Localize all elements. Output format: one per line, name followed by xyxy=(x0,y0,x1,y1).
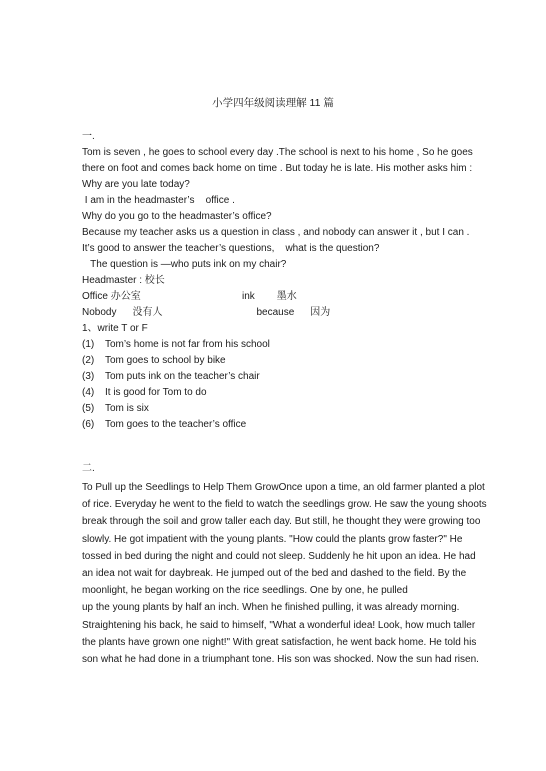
exercise-item: (4) It is good for Tom to do xyxy=(82,387,207,398)
passage-1-line: It’s good to answer the teacher’s questions, what is the question? xyxy=(82,243,380,254)
vocab-nobody: Nobody xyxy=(82,307,117,318)
exercise-item: (5) Tom is six xyxy=(82,403,149,414)
passage-2-line: tossed in bed during the night and could not sleep. Suddenly he hit upon an idea. He had xyxy=(82,550,476,562)
vocab-headmaster: Headmaster : 校长 xyxy=(82,275,165,286)
passage-1-line: Why are you late today? xyxy=(82,179,190,190)
passage-2-line: the plants have grown one night!" With great satisfaction, he went back home. He told his xyxy=(82,636,477,648)
passage-2-line: son what he had done in a triumphant tone. His son was shocked. Now the sun had risen. xyxy=(82,653,479,665)
passage-1-line: there on foot and comes back home on time . But today he is late. His mother asks him : xyxy=(82,163,473,174)
vocab-nobody-cn: 没有人 xyxy=(132,307,163,318)
section-2-marker: 二. xyxy=(82,463,95,474)
passage-2-line: an idea not wait for daybreak. He jumped out of the bed and dashed to the field. By the xyxy=(82,567,467,579)
exercise-item: (6) Tom goes to the teacher’s office xyxy=(82,419,247,430)
exercise-item: (2) Tom goes to school by bike xyxy=(82,355,226,366)
passage-2-line: up the young plants by half an inch. When he finished pulling, it was already morning. xyxy=(82,602,460,614)
passage-1-line: Why do you go to the headmaster’s office? xyxy=(82,211,272,222)
vocab-office: Office 办公室 xyxy=(82,291,141,302)
passage-2-line: slowly. He got impatient with the young plants. "How could the plants grow faster?" He xyxy=(82,533,463,545)
vocab-row xyxy=(82,306,330,320)
passage-2-line: of rice. Everyday he went to the field to watch the seedlings grow. He saw the young shoots xyxy=(82,499,487,511)
exercise-item: (3) Tom puts ink on the teacher’s chair xyxy=(82,371,260,382)
passage-2-line: To Pull up the Seedlings to Help Them GrowOnce upon a time, an old farmer planted a plot xyxy=(82,482,485,493)
passage-2-line: Straightening his back, he said to himself, "What a wonderful idea! Look, how much taller xyxy=(82,619,476,631)
passage-1-line: The question is —who puts ink on my chair? xyxy=(82,259,287,270)
exercise-item: (1) Tom’s home is not far from his school xyxy=(82,339,270,350)
passage-1-line: I am in the headmaster’s office . xyxy=(82,195,235,206)
vocab-row xyxy=(82,290,297,304)
passage-1-line: Tom is seven , he goes to school every day .The school is next to his home , So he goes xyxy=(82,147,473,158)
passage-1-line: Because my teacher asks us a question in class , and nobody can answer it , but I can . xyxy=(82,227,470,238)
vocab-ink: ink xyxy=(242,291,255,302)
exercise-title: 1、write T or F xyxy=(82,323,148,334)
passage-2-line: moonlight, he began working on the rice seedlings. One by one, he pulled xyxy=(82,585,408,597)
vocab-because: because xyxy=(256,307,295,318)
vocab-because-cn: 因为 xyxy=(310,307,331,318)
page-title: 小学四年级阅读理解 11 篇 xyxy=(212,97,334,109)
vocab-ink-cn: 墨水 xyxy=(276,291,297,302)
passage-2-line: break through the soil and grow taller each day. But still, he thought they were growing too xyxy=(82,516,481,528)
section-1-marker: 一. xyxy=(82,131,95,142)
passage-2 xyxy=(82,479,487,668)
